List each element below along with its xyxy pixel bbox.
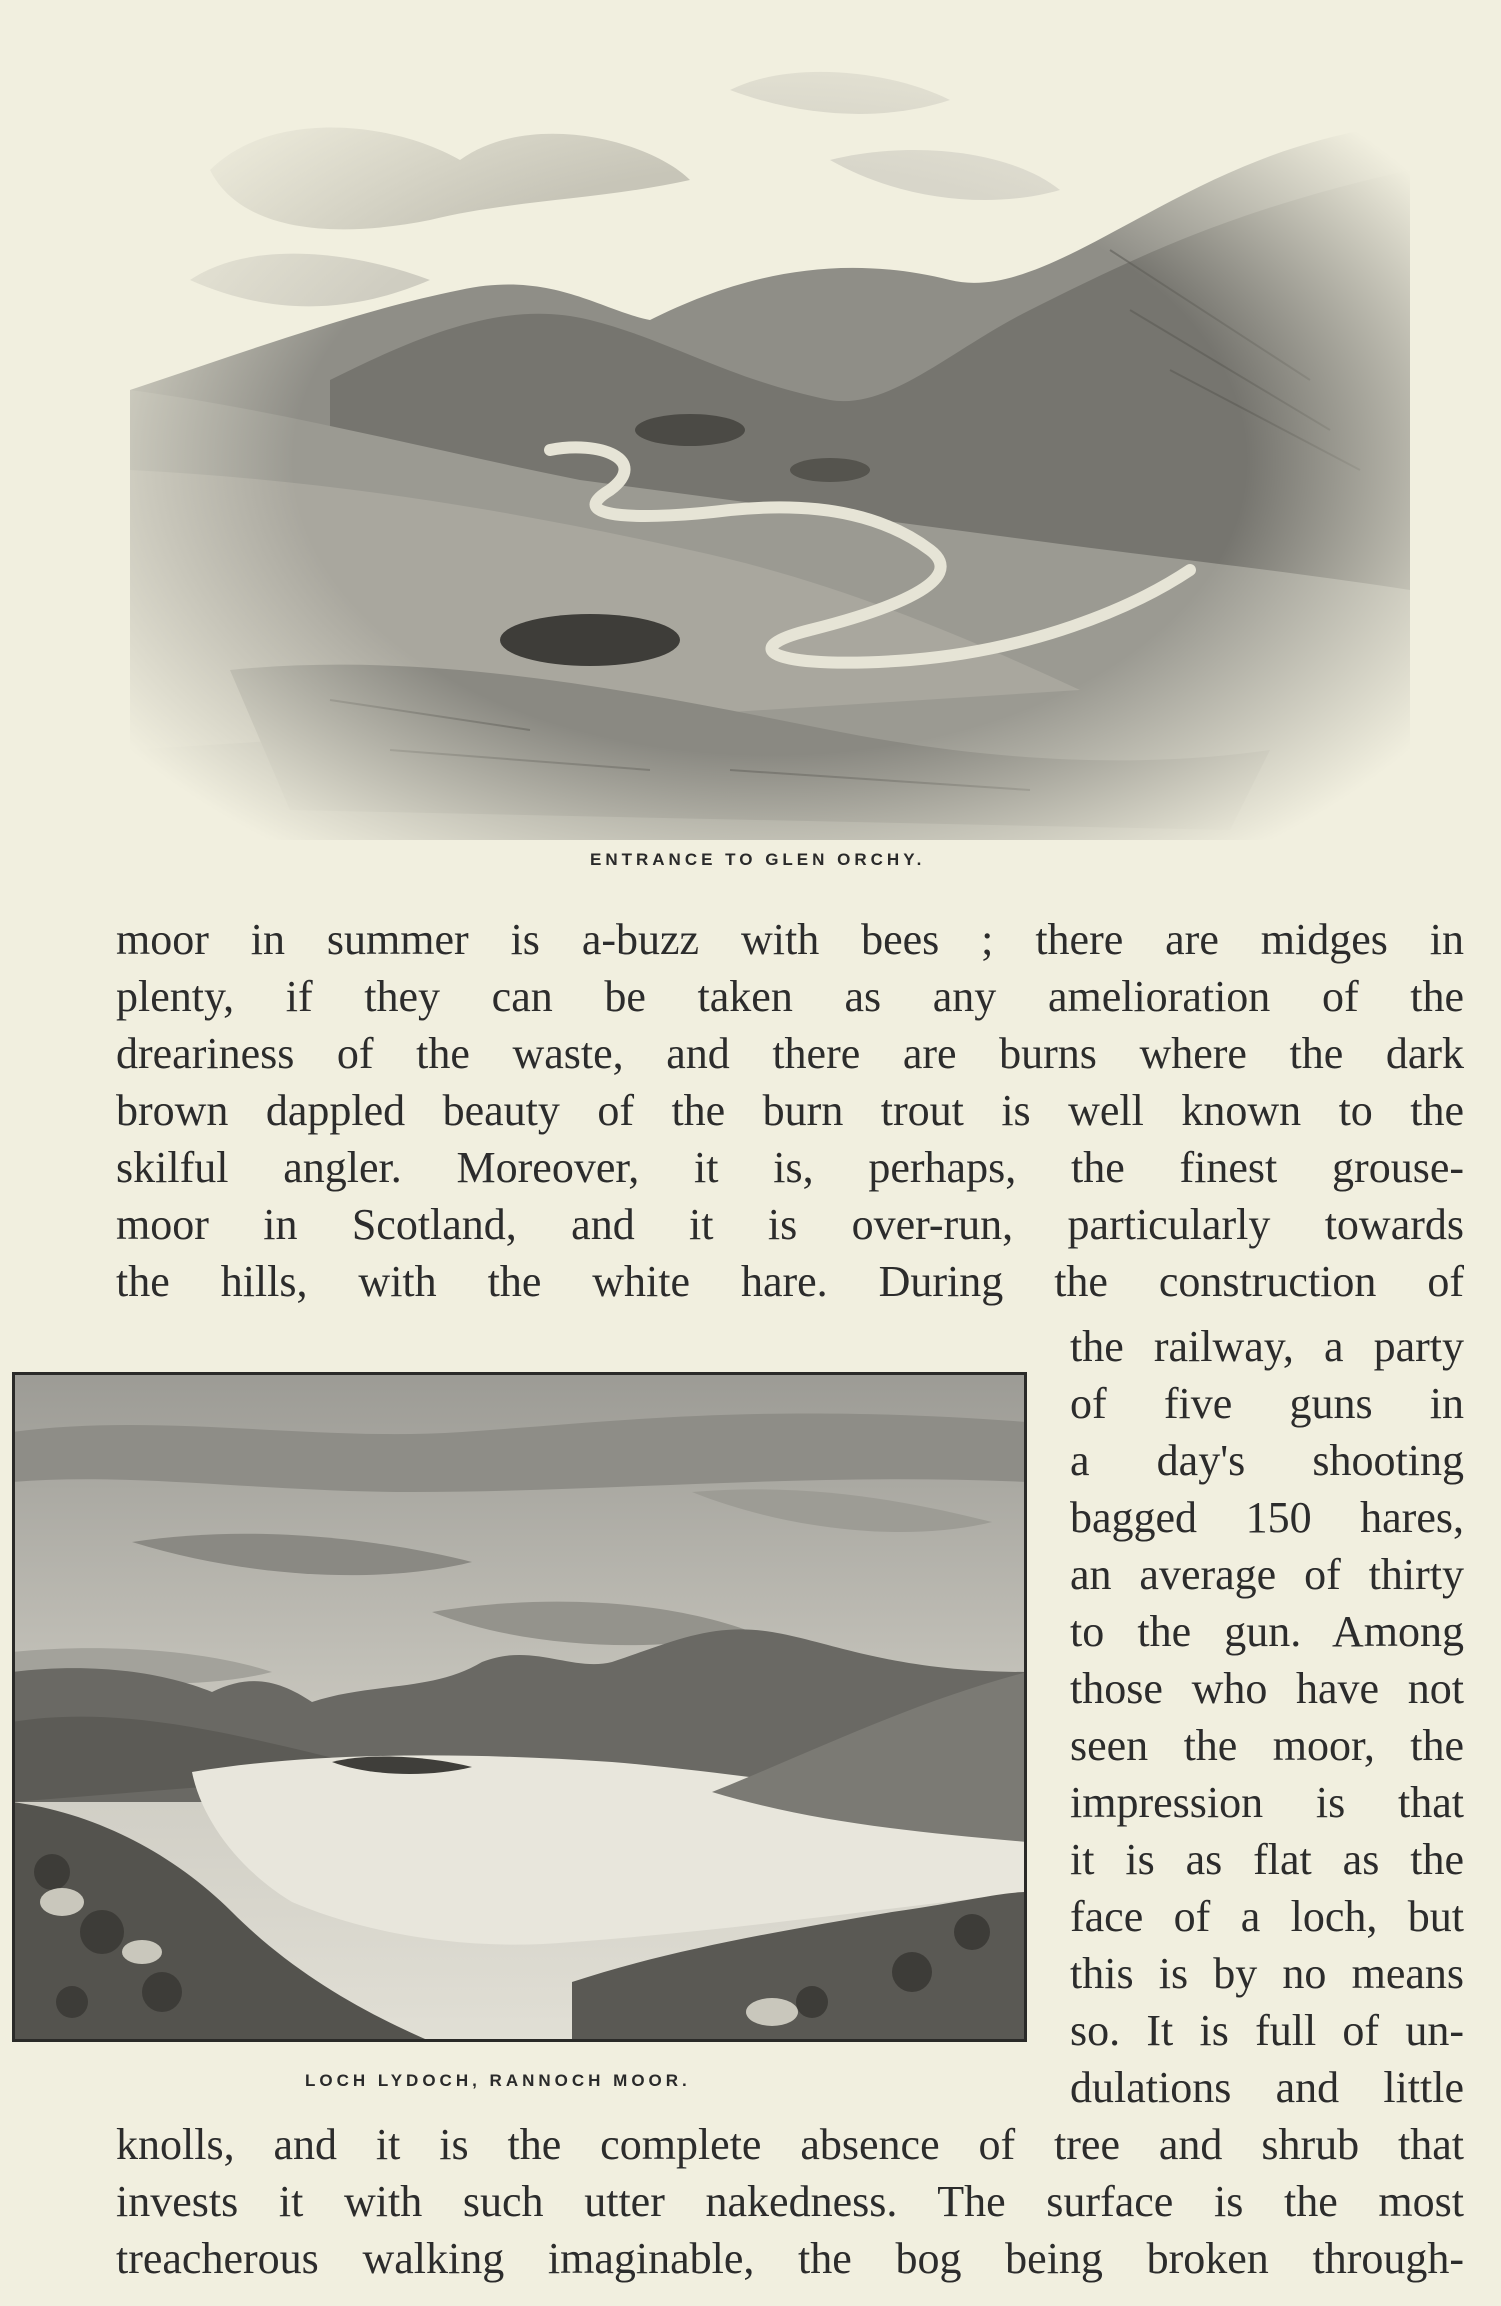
text-line: the railway, a party xyxy=(1070,1322,1464,1371)
text-line: knolls, and it is the complete absence of tree and shrub that xyxy=(116,2120,1464,2169)
text-line: impression is that xyxy=(1070,1778,1464,1827)
text-line: it is as flat as the xyxy=(1070,1835,1464,1884)
text-line: of five guns in xyxy=(1070,1379,1464,1428)
text-line: the hills, with the white hare. During the construction of xyxy=(116,1257,1464,1306)
text-line: so. It is full of un- xyxy=(1070,2006,1464,2055)
text-line: seen the moor, the xyxy=(1070,1721,1464,1770)
text-line: this is by no means xyxy=(1070,1949,1464,1998)
text-line: moor in Scotland, and it is over-run, particularly towards xyxy=(116,1200,1464,1249)
glen-orchy-illustration xyxy=(130,50,1410,840)
text-line: treacherous walking imaginable, the bog being broken through- xyxy=(116,2234,1464,2283)
figure-caption-glen-orchy: ENTRANCE TO GLEN ORCHY. xyxy=(590,850,926,869)
text-line: plenty, if they can be taken as any amelioration of the xyxy=(116,972,1464,1021)
text-line: moor in summer is a-buzz with bees ; there are midges in xyxy=(116,915,1464,964)
text-line: dreariness of the waste, and there are burns where the dark xyxy=(116,1029,1464,1078)
figure-caption-loch-lydoch: LOCH LYDOCH, RANNOCH MOOR. xyxy=(305,2071,691,2090)
text-line: face of a loch, but xyxy=(1070,1892,1464,1941)
text-line: bagged 150 hares, xyxy=(1070,1493,1464,1542)
text-line: those who have not xyxy=(1070,1664,1464,1713)
text-line: an average of thirty xyxy=(1070,1550,1464,1599)
text-line: skilful angler. Moreover, it is, perhaps, the finest grouse- xyxy=(116,1143,1464,1192)
text-line: invests it with such utter nakedness. The surface is the most xyxy=(116,2177,1464,2226)
text-line: a day's shooting xyxy=(1070,1436,1464,1485)
loch-lydoch-illustration xyxy=(12,1372,1027,2042)
text-line: dulations and little xyxy=(1070,2063,1464,2112)
text-line: to the gun. Among xyxy=(1070,1607,1464,1656)
text-line: brown dappled beauty of the burn trout is well known to the xyxy=(116,1086,1464,1135)
